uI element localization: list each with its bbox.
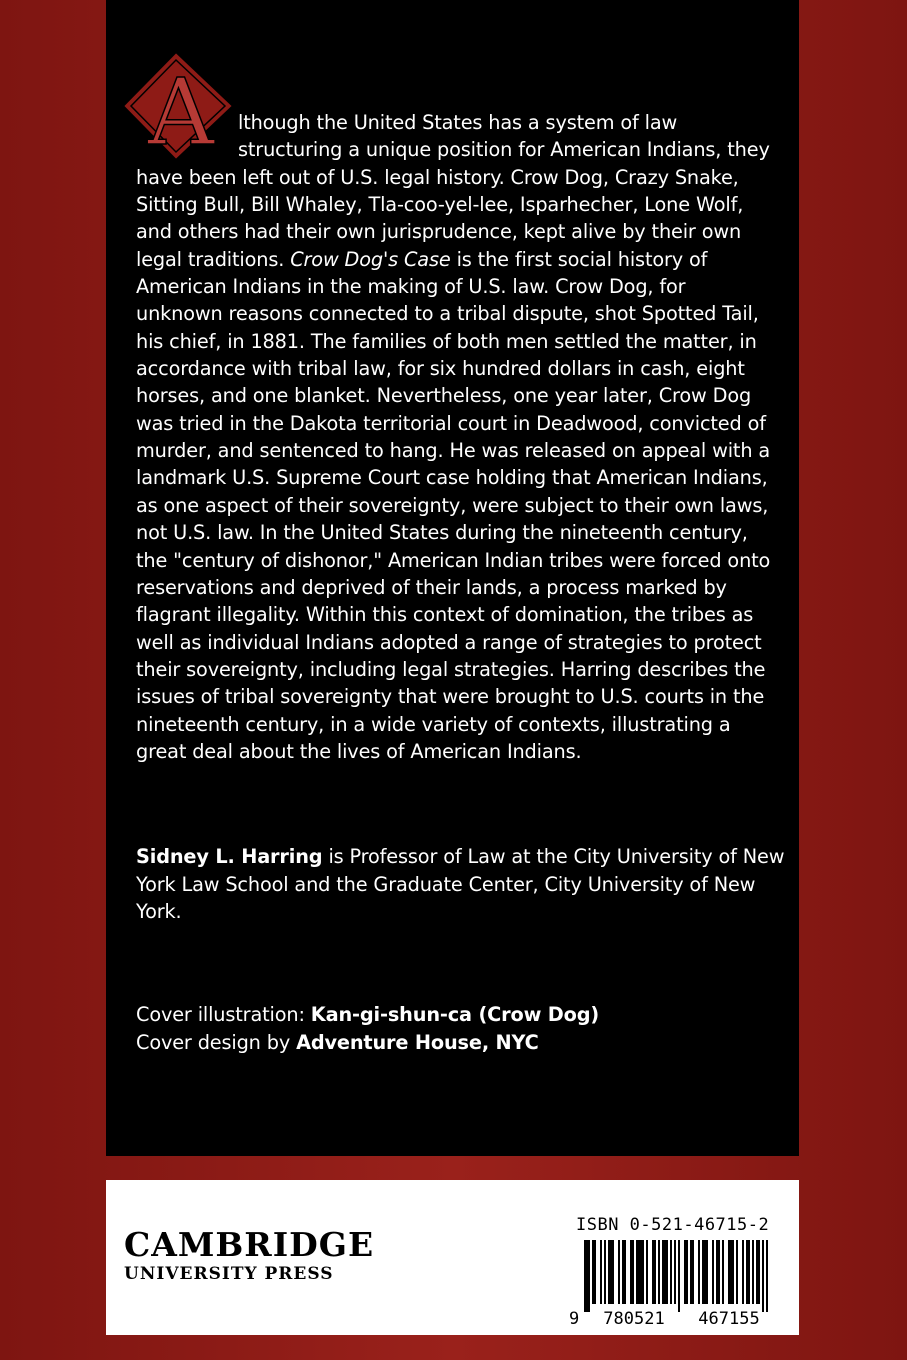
blurb-line [136,246,786,273]
blurb-line: not U.S. law. In the United States during the nineteenth century, [136,521,748,545]
barcode-bar [698,1240,700,1304]
barcode-bar [642,1240,644,1304]
book-title-italic: Crow Dog's Case [290,247,451,271]
illustration-credit [136,1001,786,1029]
barcode-bar [746,1240,748,1304]
barcode-bar [762,1240,764,1312]
blurb-line-fragment: legal traditions. [136,247,291,271]
isbn-label: ISBN 0-521-46715-2 [576,1215,770,1235]
barcode-bar [586,1240,588,1312]
barcode-digits-right: 467155 [698,1309,760,1328]
barcode-bar [630,1240,632,1304]
drop-cap-letter: A [147,59,215,162]
barcode-bar [652,1240,654,1304]
barcode-bar [654,1240,656,1304]
illustration-value: Kan-gi-shun-ca (Crow Dog) [310,1003,600,1026]
blurb-line: issues of tribal sovereignty that were brought to U.S. courts in the [136,685,765,709]
author-name: Sidney L. Harring [136,845,323,868]
barcode-bar [730,1240,732,1304]
barcode-bar [600,1240,602,1304]
barcode-bar [658,1240,660,1304]
barcode-bar [608,1240,610,1304]
cover-credits [136,1001,786,1056]
barcode-bar [716,1240,718,1304]
blurb-line: lthough the United States has a system of law [238,111,678,134]
design-value: Adventure House, NYC [296,1030,539,1054]
publisher-logo [124,1225,375,1284]
barcode-bar [756,1240,758,1304]
blurb-line: as one aspect of their sovereignty, were subject to their own laws, [136,493,769,517]
barcode-bar [686,1240,688,1304]
blurb-line: American Indians in the making of U.S. law. Crow Dog, for [136,275,686,299]
barcode-bar [736,1240,738,1304]
blurb-line: flagrant illegality. Within this context of domination, the tribes as [136,603,754,627]
barcode-bar [732,1240,734,1304]
barcode-bar [636,1240,638,1304]
blurb-line: nineteenth century, in a wide variety of contexts, illustrating a [136,712,731,736]
barcode-bar [610,1240,612,1304]
barcode-bar [758,1240,760,1304]
isbn-barcode [566,1240,788,1328]
blurb-line: horses, and one blanket. Nevertheless, one year later, Crow Dog [136,384,752,408]
blurb-line: well as individual Indians adopted a range of strategies to protect [136,630,762,654]
barcode-bar [706,1240,708,1304]
blurb-line: great deal about the lives of American Indians. [136,739,582,763]
publisher-subname: UNIVERSITY PRESS [124,1264,334,1284]
blurb-line: reservations and deprived of their lands, a process marked by [136,575,727,599]
barcode-bar [752,1240,754,1304]
barcode-bar [684,1240,686,1304]
barcode-bar [666,1240,668,1304]
barcode-bar [588,1240,590,1312]
barcode-bar [674,1240,676,1304]
barcode-bar [690,1240,692,1304]
barcode-bar [624,1240,626,1304]
design-label: Cover design by [136,1030,297,1054]
blurb-line: Sitting Bull, Bill Whaley, Tla-coo-yel-lee, Isparhecher, Lone Wolf, [136,193,744,217]
barcode-bar [604,1240,606,1304]
publisher-panel [106,1180,799,1335]
blurb-line: was tried in the Dakota territorial court in Deadwood, convicted of [136,411,766,435]
barcode-bar [592,1240,594,1304]
author-bio [136,843,786,926]
barcode-bar [728,1240,730,1304]
blurb-line: accordance with tribal law, for six hundred dollars in cash, eight [136,357,745,381]
barcode-bar [594,1240,596,1304]
barcode-bars [584,1240,768,1312]
design-credit [136,1029,786,1057]
barcode-bar [742,1240,744,1304]
blurb-line: have been left out of U.S. legal history. Crow Dog, Crazy Snake, [136,165,739,189]
barcode-bar [702,1240,704,1304]
blurb-line: his chief, in 1881. The families of both men settled the matter, in [136,329,757,353]
barcode-bar [748,1240,750,1304]
barcode-bar [766,1240,768,1312]
barcode-digits-left: 780521 [603,1309,665,1328]
barcode-bar [664,1240,666,1304]
blurb-line: their sovereignty, including legal strategies. Harring describes the [136,657,766,681]
barcode-bar [640,1240,642,1304]
barcode-bar [618,1240,620,1304]
blurb-line: murder, and sentenced to hang. He was released on appeal with a [136,439,771,463]
blurb-line-fragment: is the first social history of [450,247,708,271]
barcode-bar [712,1240,714,1304]
barcode-bar [584,1240,586,1312]
blurb-line: and others had their own jurisprudence, kept alive by their own [136,220,742,244]
barcode-bar [622,1240,624,1304]
barcode-bar [662,1240,664,1304]
barcode-bar [632,1240,634,1304]
barcode-bar [638,1240,640,1304]
barcode-digit-lead: 9 [569,1309,580,1328]
barcode-bar [704,1240,706,1304]
barcode-bar [692,1240,694,1304]
blurb-line: structuring a unique position for American Indians, they [238,138,770,162]
barcode-bar [646,1240,648,1304]
barcode-bar [718,1240,720,1304]
publisher-name: CAMBRIDGE [124,1225,375,1264]
blurb-line: landmark U.S. Supreme Court case holding that American Indians, [136,466,768,490]
barcode-bar [722,1240,724,1304]
barcode-bar [670,1240,672,1304]
author-bio-text: is Professor of Law at the City University of New York Law School and the Graduate Center, City University of New York. [136,845,785,923]
barcode-bar [612,1240,614,1304]
illustration-label: Cover illustration: [136,1003,311,1026]
blurb-text [136,109,786,765]
blurb-line: unknown reasons connected to a tribal dispute, shot Spotted Tail, [136,302,759,326]
barcode-bar [678,1240,680,1312]
blurb-line: the "century of dishonor," American Indian tribes were forced onto [136,548,771,572]
